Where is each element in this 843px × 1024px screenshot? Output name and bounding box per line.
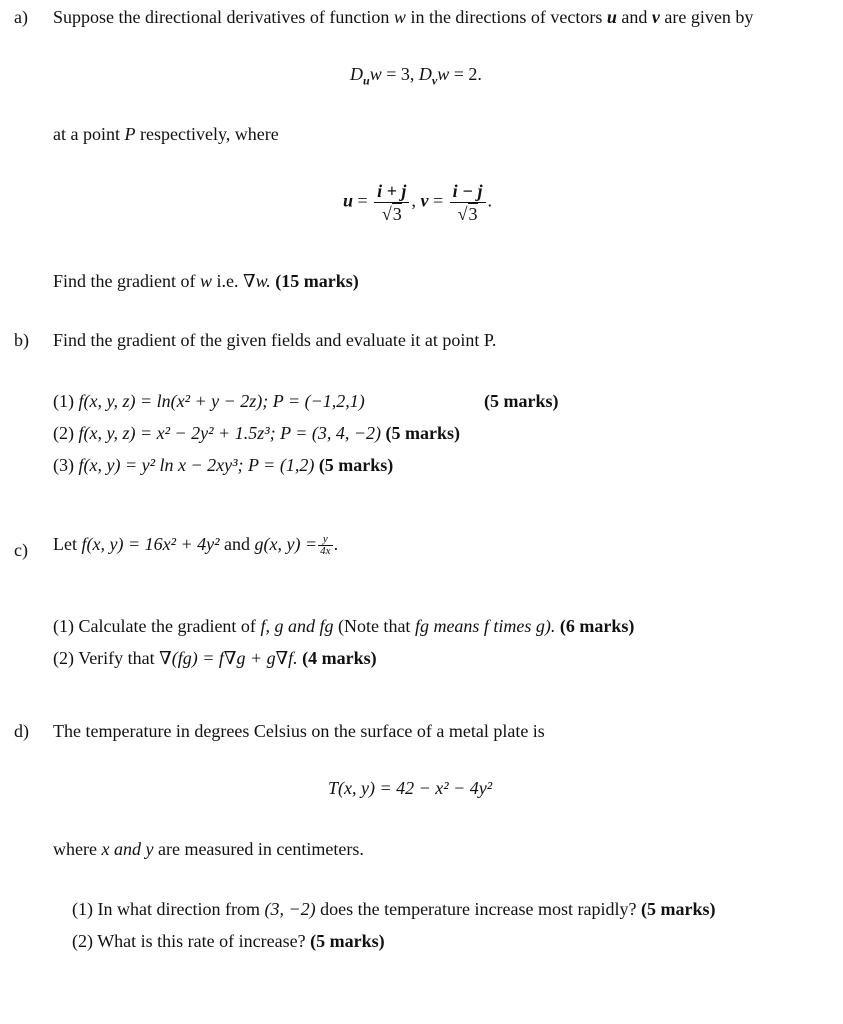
part-a-intro: Suppose the directional derivatives of function w in the directions of vectors u and v are given by bbox=[53, 7, 754, 27]
part-d-label: d) bbox=[14, 721, 29, 741]
vector-u-denominator: 3 bbox=[392, 204, 402, 224]
at-point-text: at a point P respectively, where bbox=[53, 124, 279, 144]
part-a-task: Find the gradient of w i.e. ∇w. (15 marks) bbox=[53, 271, 359, 291]
temperature-equation: T(x, y) = 42 − x² − 4y² bbox=[328, 778, 493, 798]
var-w: w bbox=[393, 7, 406, 27]
part-d-marks-1: (5 marks) bbox=[640, 899, 716, 919]
part-b-instruction: Find the gradient of the given fields and evaluate it at point P. bbox=[53, 330, 497, 350]
vector-u-numerator: i + j bbox=[374, 180, 409, 203]
part-a-label: a) bbox=[14, 7, 28, 27]
vector-v-denominator: 3 bbox=[468, 204, 478, 224]
part-c-marks-1: (6 marks) bbox=[559, 616, 635, 636]
part-c-marks-2: (4 marks) bbox=[302, 648, 377, 668]
part-b-item-1: (1) f(x, y, z) = ln(x² + y − 2z); P = (−1,2,1) bbox=[53, 391, 365, 411]
part-c-item-2: (2) Verify that ∇(fg) = f∇g + g∇f. (4 marks) bbox=[53, 648, 377, 668]
part-b-item-2: (2) f(x, y, z) = x² − 2y² + 1.5z³; P = (3, 4, −2) (5 marks) bbox=[53, 423, 461, 443]
vector-v-fraction: $\frac{i - j}{√3}$ bbox=[450, 180, 486, 225]
var-v: v bbox=[651, 7, 660, 27]
part-b-marks-3: (5 marks) bbox=[318, 455, 394, 475]
g-definition: g(x, y) = bbox=[254, 534, 318, 554]
part-b-label: b) bbox=[14, 330, 29, 350]
part-d-marks-2: (5 marks) bbox=[310, 931, 385, 951]
part-a-marks: (15 marks) bbox=[275, 271, 359, 291]
part-d-item-1: (1) In what direction from (3, −2) does the temperature increase most rapidly? (5 marks) bbox=[72, 899, 716, 919]
vector-u-fraction: $\frac{i + j}{√3}$ bbox=[374, 180, 409, 225]
product-rule-identity: ∇(fg) = f∇g + g∇f. bbox=[159, 648, 298, 668]
part-c-definitions: Let f(x, y) = 16x² + 4y² and g(x, y) = $\frac{y}{4x}$ . bbox=[53, 533, 339, 558]
part-b-marks-2: (5 marks) bbox=[385, 423, 461, 443]
g-fraction: $\frac{y}{4x}$ bbox=[320, 533, 331, 558]
gradient-w: ∇w. bbox=[243, 271, 271, 291]
part-b-item-3: (3) f(x, y) = y² ln x − 2xy³; P = (1,2) (5 marks) bbox=[53, 455, 394, 475]
part-d-intro: The temperature in degrees Celsius on the surface of a metal plate is bbox=[53, 721, 545, 741]
part-b-expr-3: f(x, y) = y² ln x − 2xy³; P = (1,2) bbox=[78, 455, 315, 475]
vector-v-numerator: i − j bbox=[450, 180, 486, 203]
vector-definitions: u = $\frac{i + j}{√3}$ , v = $\frac{i - j}{√3}$ . bbox=[343, 181, 493, 224]
part-d-where: where x and y are measured in centimeters. bbox=[53, 839, 364, 859]
part-d-item-2: (2) What is this rate of increase? (5 marks) bbox=[72, 931, 385, 951]
var-P: P bbox=[124, 124, 136, 144]
directional-derivative-equation: $D_uw = 3$, $D_vw = 2$. bbox=[350, 64, 482, 88]
part-b-expr-2: f(x, y, z) = x² − 2y² + 1.5z³; P = (3, 4, −2) bbox=[78, 423, 382, 443]
var-u: u bbox=[606, 7, 617, 27]
f-definition: f(x, y) = 16x² + 4y² bbox=[81, 534, 220, 554]
part-b-expr-1: f(x, y, z) = ln(x² + y − 2z); P = (−1,2,1) bbox=[78, 391, 365, 411]
part-c-item-1: (1) Calculate the gradient of f, g and fg (Note that fg means f times g). (6 marks) bbox=[53, 616, 635, 636]
part-b-marks-1: (5 marks) bbox=[484, 391, 559, 411]
part-c-label: c) bbox=[14, 540, 28, 560]
